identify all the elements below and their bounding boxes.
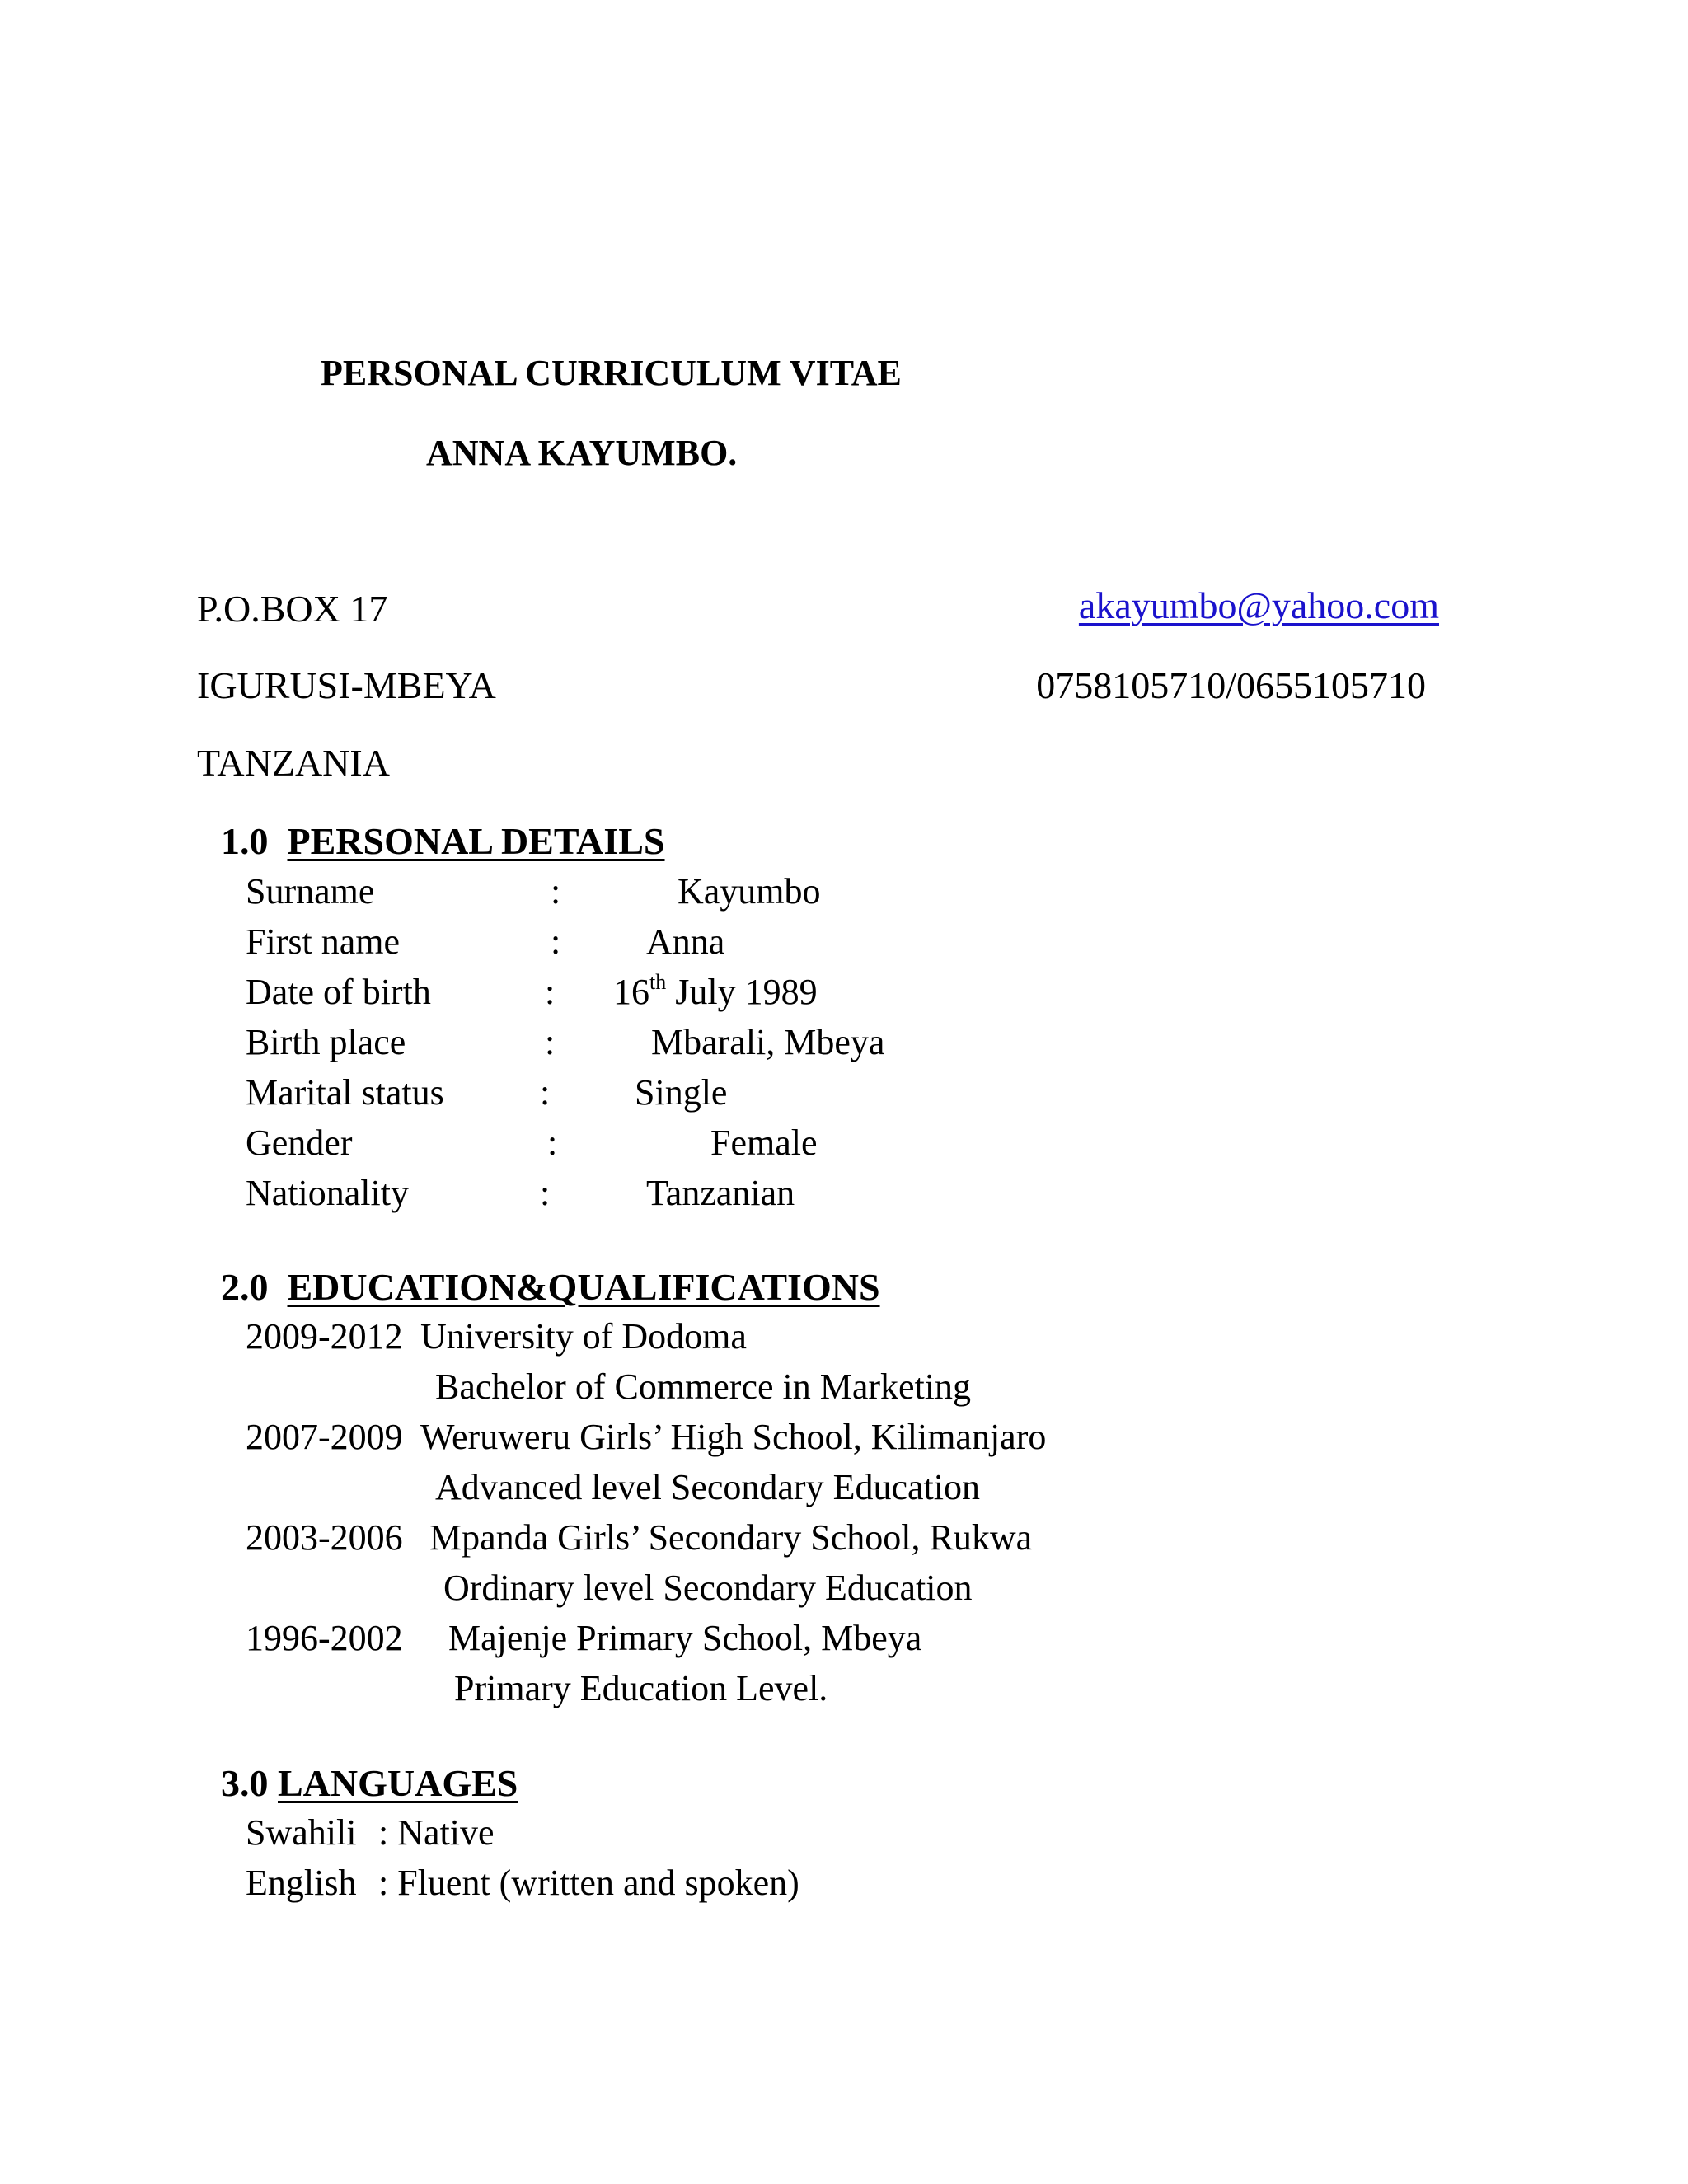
education-detail: Primary Education Level. xyxy=(454,1668,828,1708)
address-pobox: P.O.BOX 17 xyxy=(197,588,388,630)
education-heading xyxy=(221,1268,880,1306)
applicant-name: ANNA KAYUMBO. xyxy=(426,433,738,473)
personal-details-heading xyxy=(221,820,665,862)
section-number: 1.0 xyxy=(221,820,269,862)
marital-status-label: Marital status xyxy=(246,1072,444,1113)
language-level: : Fluent (written and spoken) xyxy=(378,1863,799,1903)
education-years: 2003-2006 xyxy=(246,1517,403,1558)
first-name-separator: : xyxy=(551,921,561,962)
phone-numbers: 0758105710/0655105710 xyxy=(1036,664,1426,706)
date-of-birth-value xyxy=(613,970,818,1012)
section-number: 2.0 xyxy=(221,1266,269,1308)
section-title: EDUCATION&QUALIFICATIONS xyxy=(287,1266,880,1308)
section-number: 3.0 xyxy=(221,1762,269,1804)
marital-status-separator: : xyxy=(540,1072,551,1113)
section-title: LANGUAGES xyxy=(278,1762,518,1804)
education-detail: Bachelor of Commerce in Marketing xyxy=(435,1366,972,1407)
surname-separator: : xyxy=(551,871,561,912)
birth-place-separator: : xyxy=(545,1022,556,1062)
email-link[interactable]: akayumbo@yahoo.com xyxy=(1078,584,1439,626)
gender-separator: : xyxy=(547,1122,558,1163)
first-name-value: Anna xyxy=(646,921,725,962)
document-title: PERSONAL CURRICULUM VITAE xyxy=(321,353,902,393)
date-of-birth-separator: : xyxy=(545,972,556,1012)
gender-value: Female xyxy=(710,1122,818,1163)
address-city: IGURUSI-MBEYA xyxy=(197,664,496,706)
surname-label: Surname xyxy=(246,871,375,912)
education-school: Mpanda Girls’ Secondary School, Rukwa xyxy=(429,1517,1033,1558)
gender-label: Gender xyxy=(246,1122,353,1163)
address-country: TANZANIA xyxy=(197,742,390,784)
education-school: Majenje Primary School, Mbeya xyxy=(448,1618,922,1658)
language-level: : Native xyxy=(378,1812,495,1853)
education-school: University of Dodoma xyxy=(420,1316,747,1357)
first-name-label: First name xyxy=(246,921,400,962)
education-years: 2009-2012 xyxy=(246,1316,403,1357)
birth-place-value: Mbarali, Mbeya xyxy=(651,1022,885,1062)
languages-heading xyxy=(221,1762,518,1804)
date-of-birth-label: Date of birth xyxy=(246,972,431,1012)
birth-place-label: Birth place xyxy=(246,1022,406,1062)
nationality-separator: : xyxy=(540,1173,551,1213)
education-years: 2007-2009 xyxy=(246,1417,403,1457)
education-school: Weruweru Girls’ High School, Kilimanjaro xyxy=(420,1417,1047,1457)
language-name: Swahili xyxy=(246,1812,357,1853)
surname-value: Kayumbo xyxy=(678,871,821,912)
education-years: 1996-2002 xyxy=(246,1618,403,1658)
education-detail: Advanced level Secondary Education xyxy=(435,1467,980,1507)
marital-status-value: Single xyxy=(635,1072,728,1113)
dob-day: 16 xyxy=(613,972,649,1012)
section-title: PERSONAL DETAILS xyxy=(287,820,665,862)
dob-month-year: July 1989 xyxy=(666,972,818,1012)
dob-ordinal: th xyxy=(649,970,667,994)
language-name: English xyxy=(246,1863,357,1903)
nationality-value: Tanzanian xyxy=(646,1173,795,1213)
nationality-label: Nationality xyxy=(246,1173,409,1213)
education-detail: Ordinary level Secondary Education xyxy=(443,1568,973,1608)
